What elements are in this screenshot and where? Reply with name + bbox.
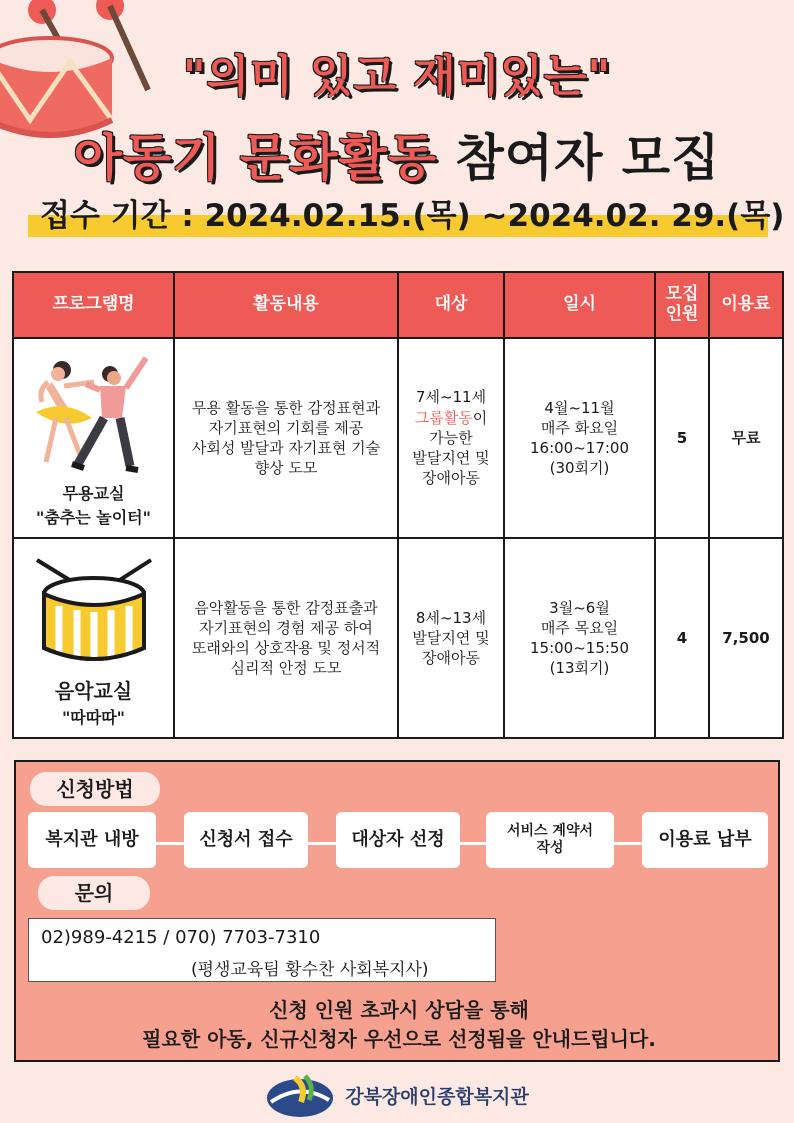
program-table	[12, 271, 784, 739]
program-cell	[13, 338, 174, 538]
step-selection: 대상자 선정	[336, 812, 460, 868]
schedule-line: 16:00~17:00	[529, 439, 630, 457]
target-line: 장애아동	[422, 469, 480, 488]
org-name: 강북장애인종합복지관	[345, 1085, 529, 1108]
table-row	[13, 338, 783, 538]
desc-line: 또래와의 상호작용 및 정서적	[191, 639, 381, 657]
header-schedule: 일시	[504, 272, 655, 338]
table-header-row	[13, 272, 783, 338]
notice-line: 신청 인원 초과시 상담을 통해	[269, 998, 529, 1022]
desc-line: 무용 활동을 통한 감정표현과	[191, 398, 381, 417]
contact-label: 문의	[38, 876, 150, 910]
application-info-box	[14, 760, 780, 1062]
target-line: 8세~13세	[415, 608, 487, 627]
target-cell	[398, 338, 504, 538]
headline-line-1: "의미 있고 재미있는"	[182, 51, 612, 102]
activity-description	[174, 538, 398, 738]
desc-line: 음악활동을 통한 감정표출과	[194, 598, 378, 617]
schedule-line: 15:00~15:50	[529, 639, 630, 657]
fee-cell: 7,500	[709, 538, 783, 738]
program-cell	[13, 538, 174, 738]
target-line	[399, 408, 503, 428]
schedule-line: 매주 화요일	[540, 418, 619, 437]
contact-box	[28, 918, 496, 982]
target-line: 발달지연 및	[412, 628, 490, 647]
capacity-cell: 4	[655, 538, 709, 738]
target-line: 발달지연 및	[412, 449, 490, 468]
schedule-line: (13회기)	[549, 659, 610, 678]
schedule-cell	[504, 338, 655, 538]
headline-rest: 참여자 모집	[455, 129, 721, 187]
header-target: 대상	[398, 272, 504, 338]
program-name: 음악교실	[54, 678, 133, 703]
dancers-icon	[34, 352, 154, 477]
capacity-cell: 5	[655, 338, 709, 538]
desc-line: 향상 도모	[254, 459, 318, 478]
headline-line-2	[0, 118, 794, 190]
target-suffix: 이	[472, 408, 488, 427]
desc-line: 자기표현의 기회를 제공	[208, 418, 364, 437]
schedule-line: (30회기)	[549, 459, 610, 478]
target-line: 장애아동	[422, 649, 480, 668]
header-capacity-l2: 인원	[665, 304, 699, 324]
desc-line: 자기표현의 경험 제공 하여	[199, 618, 373, 637]
desc-line: 사회성 발달과 자기표현 기술	[191, 439, 381, 457]
program-name: 무용교실	[62, 484, 125, 504]
schedule-line: 4월~11월	[544, 398, 615, 417]
fee-cell: 무료	[709, 338, 783, 538]
step-contract: 서비스 계약서 작성	[486, 812, 614, 868]
group-activity-highlight: 그룹활동	[414, 408, 473, 427]
desc-line: 심리적 안정 도모	[230, 659, 342, 678]
header-program: 프로그램명	[13, 272, 174, 338]
step-submit-form: 신청서 접수	[184, 812, 308, 868]
program-subtitle: "춤추는 놀이터"	[36, 508, 151, 528]
drum-icon	[29, 552, 159, 670]
apply-method-label: 신청방법	[30, 772, 160, 806]
target-line: 7세~11세	[415, 388, 487, 407]
contact-phone: 02)989-4215 / 070) 7703-7310	[41, 927, 321, 948]
target-cell	[398, 538, 504, 738]
selection-notice	[16, 996, 782, 1054]
header-capacity	[655, 272, 709, 338]
activity-description	[174, 338, 398, 538]
schedule-cell	[504, 538, 655, 738]
application-period: 접수 기간 : 2024.02.15.(목) ~2024.02. 29.(목)	[40, 198, 785, 234]
welfare-center-logo-icon	[265, 1072, 335, 1118]
header-fee: 이용료	[709, 272, 783, 338]
target-line: 가능한	[429, 428, 473, 447]
notice-line: 필요한 아동, 신규신청자 우선으로 선정됨을 안내드립니다.	[142, 1027, 656, 1051]
header-content: 활동내용	[174, 272, 398, 338]
program-subtitle: "따따따"	[61, 707, 126, 727]
step-pay-fee: 이용료 납부	[642, 812, 768, 868]
schedule-line: 매주 목요일	[540, 618, 619, 637]
footer	[0, 1070, 794, 1120]
table-row	[13, 538, 783, 738]
contact-person: (평생교육팀 황수찬 사회복지사)	[191, 960, 429, 980]
headline-highlight: 아동기 문화활동	[73, 129, 438, 187]
step-visit: 복지관 내방	[28, 812, 156, 868]
schedule-line: 3월~6월	[549, 598, 610, 617]
header-capacity-l1: 모집	[665, 284, 699, 305]
